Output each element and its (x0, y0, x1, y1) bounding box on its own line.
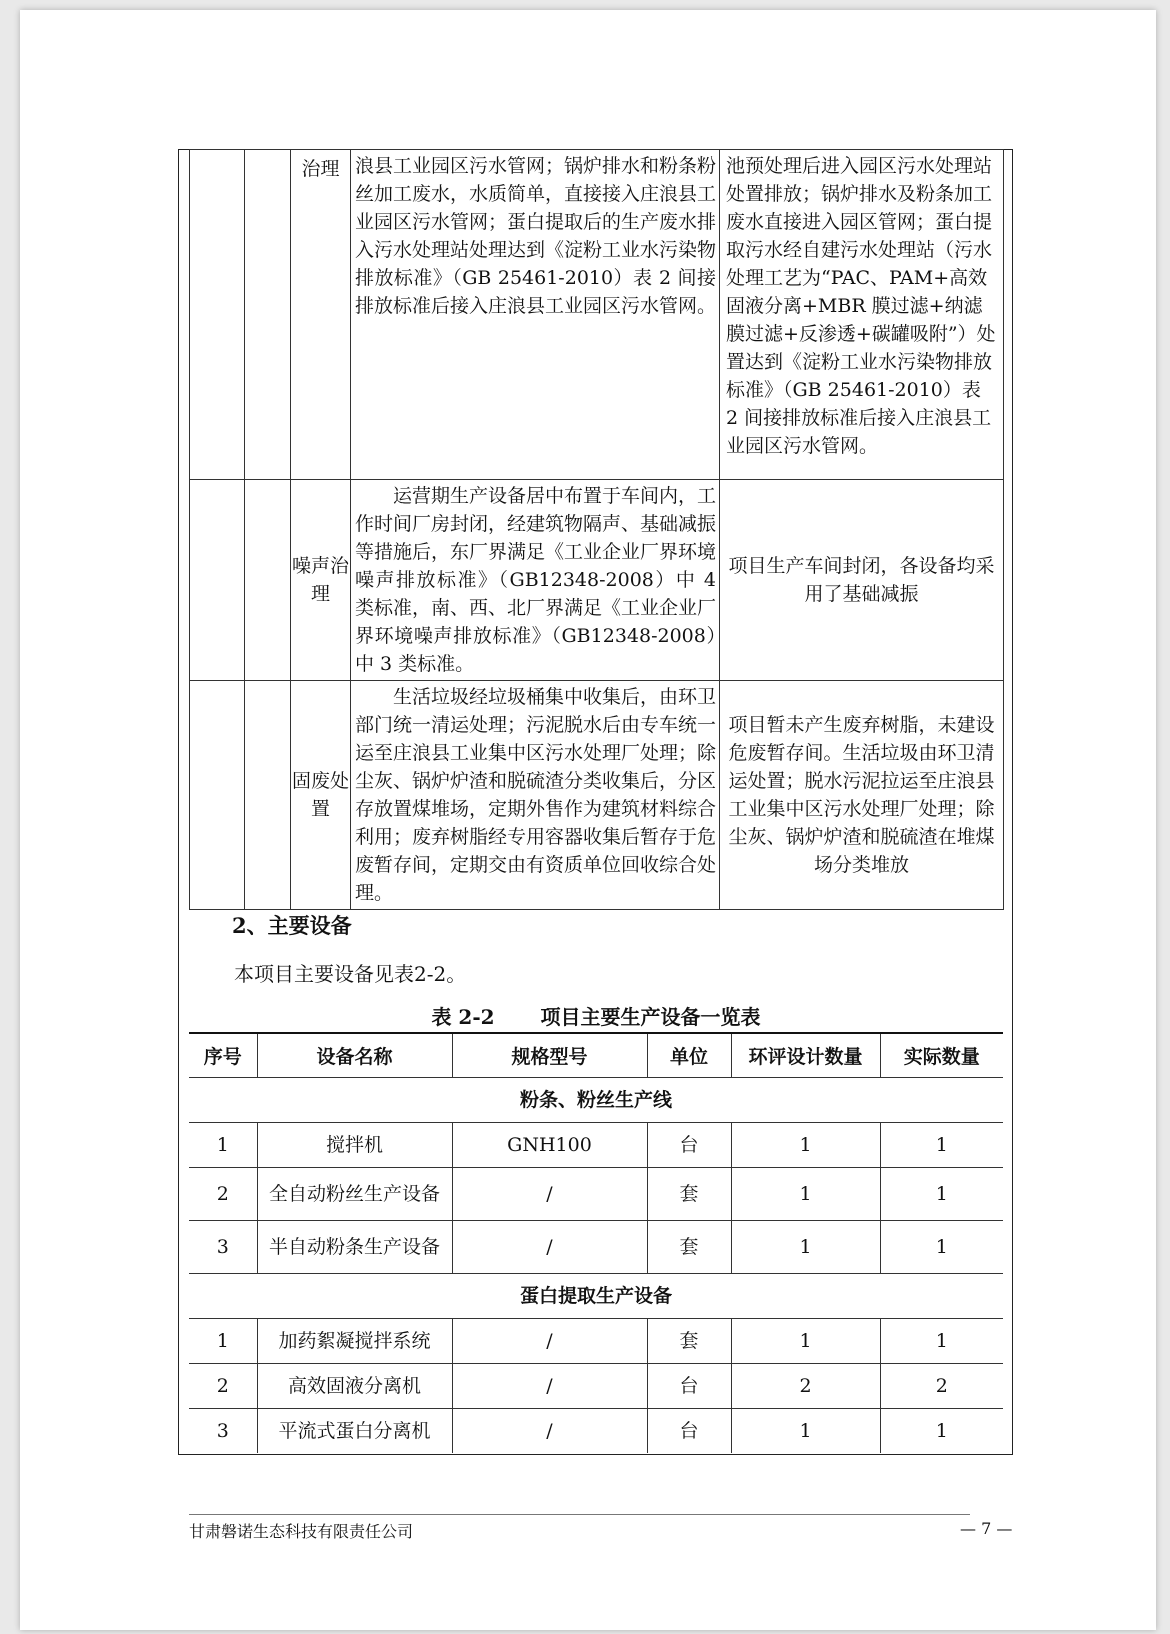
empty-cell (190, 681, 245, 910)
cell-design-qty: 1 (731, 1123, 880, 1168)
section-heading: 2、主要设备 (232, 913, 352, 938)
cell-equipment-name: 半自动粉条生产设备 (257, 1221, 452, 1274)
cell-actual-qty: 1 (880, 1221, 1003, 1274)
cell-unit: 套 (647, 1168, 731, 1221)
cell-model: GNH100 (452, 1123, 647, 1168)
empty-cell (245, 150, 291, 480)
section-paragraph: 本项目主要设备见表2-2。 (234, 962, 467, 986)
empty-cell (245, 480, 291, 681)
cell-unit: 套 (647, 1221, 731, 1274)
footer-divider (189, 1514, 970, 1515)
cell-equipment-name: 高效固液分离机 (257, 1364, 452, 1409)
table-row (189, 1409, 1003, 1454)
category-cell: 固废处置 (291, 681, 351, 910)
cell-actual-qty: 1 (880, 1409, 1003, 1454)
actual-cell: 池预处理后进入园区污水处理站处置排放；锅炉排水及粉条加工废水直接进入园区管网；蛋白提取污水经自建污水处理站（污水处理工艺为“PAC、PAM+高效固液分离+MBR 膜过滤+纳滤膜过滤+反渗透+碳罐吸附”）处置达到《淀粉工业水污染物排放标准》（GB 25461-2010）表 2 间接排放标准后接入庄浪县工业园区污水管网。 (720, 150, 1004, 480)
category-cell: 治理 (291, 150, 351, 480)
category-cell: 噪声治理 (291, 480, 351, 681)
table-row (190, 480, 1004, 681)
actual-cell: 项目生产车间封闭，各设备均采用了基础减振 (720, 480, 1004, 681)
cell-unit: 台 (647, 1409, 731, 1454)
group-title: 粉条、粉丝生产线 (189, 1078, 1003, 1123)
equipment-table (189, 1032, 1003, 1453)
group-title: 蛋白提取生产设备 (189, 1274, 1003, 1319)
cell-design-qty: 1 (731, 1221, 880, 1274)
table-caption (189, 1001, 1003, 1030)
cell-design-qty: 1 (731, 1409, 880, 1454)
table-row (190, 681, 1004, 910)
column-header: 规格型号 (452, 1033, 647, 1078)
empty-cell (190, 150, 245, 480)
cell-index: 3 (189, 1221, 257, 1274)
group-header-row (189, 1274, 1003, 1319)
table-row (190, 150, 1004, 480)
cell-model: / (452, 1221, 647, 1274)
group-header-row (189, 1078, 1003, 1123)
cell-index: 2 (189, 1364, 257, 1409)
table-caption-title: 项目主要生产设备一览表 (540, 1005, 761, 1029)
actual-cell: 项目暂未产生废弃树脂，未建设危废暂存间。生活垃圾由环卫清运处置；脱水污泥拉运至庄浪县工业集中区污水处理厂处理；除尘灰、锅炉炉渣和脱硫渣在堆煤场分类堆放 (720, 681, 1004, 910)
cell-actual-qty: 1 (880, 1123, 1003, 1168)
table-caption-number: 表 2-2 (431, 1005, 495, 1029)
cell-index: 1 (189, 1319, 257, 1364)
table-row (189, 1123, 1003, 1168)
cell-equipment-name: 搅拌机 (257, 1123, 452, 1168)
cell-equipment-name: 平流式蛋白分离机 (257, 1409, 452, 1454)
cell-actual-qty: 1 (880, 1319, 1003, 1364)
empty-cell (190, 480, 245, 681)
table-row (189, 1319, 1003, 1364)
cell-unit: 台 (647, 1364, 731, 1409)
cell-equipment-name: 加药絮凝搅拌系统 (257, 1319, 452, 1364)
requirement-cell: 运营期生产设备居中布置于车间内，工作时间厂房封闭，经建筑物隔声、基础减振等措施后，东厂界满足《工业企业厂界环境噪声排放标准》（GB12348-2008）中 4 类标准，南、西、北厂界满足《工业企业厂界环境噪声排放标准》（GB12348-2008）中 3 类标准。 (351, 480, 720, 681)
column-header: 设备名称 (257, 1033, 452, 1078)
cell-unit: 台 (647, 1123, 731, 1168)
footer-company: 甘肃磐诺生态科技有限责任公司 (189, 1522, 414, 1541)
cell-index: 2 (189, 1168, 257, 1221)
cell-actual-qty: 1 (880, 1168, 1003, 1221)
table-header-row (189, 1033, 1003, 1078)
column-header: 单位 (647, 1033, 731, 1078)
cell-index: 1 (189, 1123, 257, 1168)
cell-equipment-name: 全自动粉丝生产设备 (257, 1168, 452, 1221)
cell-index: 3 (216, 1420, 229, 1442)
column-header: 实际数量 (880, 1033, 1003, 1078)
environmental-measures-table (189, 149, 1004, 910)
cell-model: / (452, 1409, 647, 1454)
empty-cell (245, 681, 291, 910)
cell-unit: 套 (647, 1319, 731, 1364)
column-header: 环评设计数量 (731, 1033, 880, 1078)
table-row (189, 1364, 1003, 1409)
column-header: 序号 (189, 1033, 257, 1078)
cell-model: / (452, 1168, 647, 1221)
cell-model: / (452, 1319, 647, 1364)
cell-model: / (452, 1364, 647, 1409)
table-row (189, 1168, 1003, 1221)
cell-design-qty: 1 (731, 1319, 880, 1364)
requirement-cell: 生活垃圾经垃圾桶集中收集后，由环卫部门统一清运处理；污泥脱水后由专车统一运至庄浪县工业集中区污水处理厂处理；除尘灰、锅炉炉渣和脱硫渣分类收集后，分区存放置煤堆场，定期外售作为建筑材料综合利用；废弃树脂经专用容器收集后暂存于危废暂存间，定期交由有资质单位回收综合处理。 (351, 681, 720, 910)
table-row (189, 1221, 1003, 1274)
cell-design-qty: 2 (731, 1364, 880, 1409)
page-number: — 7 — (960, 1519, 1013, 1538)
cell-design-qty: 1 (731, 1168, 880, 1221)
cell-actual-qty: 2 (880, 1364, 1003, 1409)
requirement-cell: 浪县工业园区污水管网；锅炉排水和粉条粉丝加工废水，水质简单，直接接入庄浪县工业园区污水管网；蛋白提取后的生产废水排入污水处理站处理达到《淀粉工业水污染物排放标准》（GB 25461-2010）表 2 间接排放标准后接入庄浪县工业园区污水管网。 (351, 150, 720, 480)
